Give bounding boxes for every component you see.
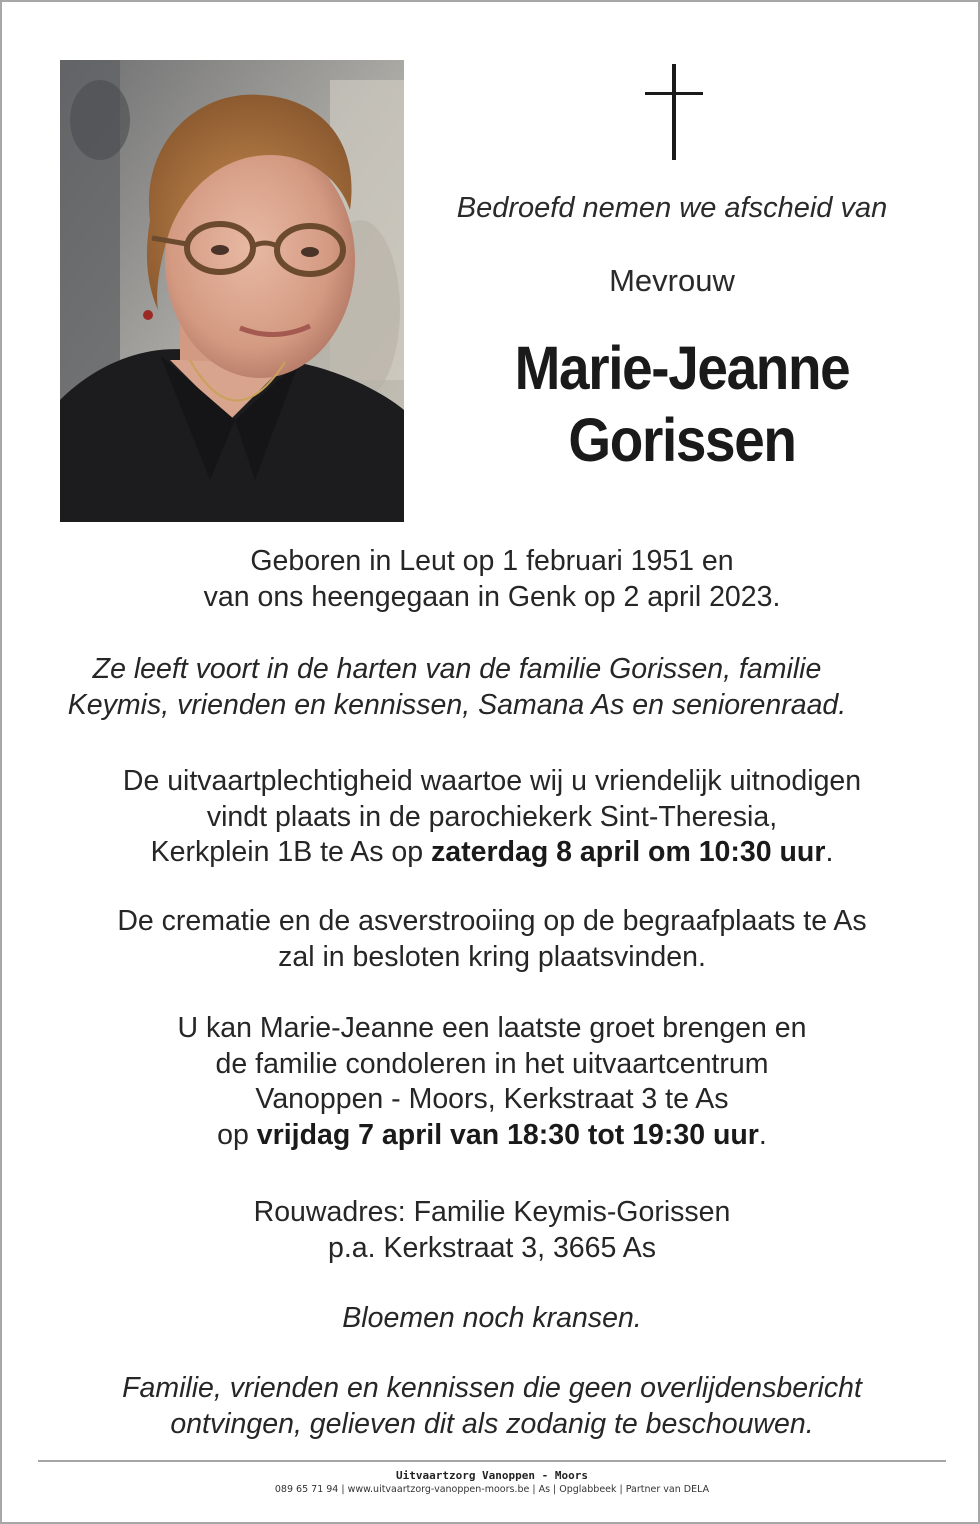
cremation-info: De crematie en de asverstrooiing op de begraafplaats te As zal in besloten kring plaatsvinden.	[117, 905, 867, 973]
intro-text: Bedroefd nemen we afscheid van	[456, 192, 888, 224]
ceremony-info: De uitvaartplechtigheid waartoe wij u vriendelijk uitnodigen vindt plaats in de parochiekerk Sint-Theresia, Kerkplein 1B te As op zaterdag 8 april om 10:30 uur.	[122, 765, 862, 868]
deceased-name	[430, 332, 934, 476]
footer-divider	[38, 1460, 946, 1462]
birth-death-info: Geboren in Leut op 1 februari 1951 en van ons heengegaan in Genk op 2 april 2023.	[203, 545, 781, 613]
ceremony-datetime: zaterdag 8 april om 10:30 uur	[431, 836, 826, 868]
visitation-info: U kan Marie-Jeanne een laatste groet brengen en de familie condoleren in het uitvaartcentrum Vanoppen - Moors, Kerkstraat 3 te As op vrijdag 7 april van 18:30 tot 19:30 uur.	[177, 1012, 807, 1151]
funeral-home-name: Uitvaartzorg Vanoppen - Moors	[395, 1469, 589, 1482]
survivors-text: Ze leeft voort in de harten van de familie Gorissen, familie Keymis, vrienden en kennissen, Samana As en seniorenraad.	[67, 653, 847, 721]
notice-text: Familie, vrienden en kennissen die geen overlijdensbericht ontvingen, gelieven dit als zodanig te beschouwen.	[122, 1372, 862, 1440]
visitation-datetime: vrijdag 7 april van 18:30 tot 19:30 uur	[256, 1118, 759, 1151]
last-name: Gorissen	[568, 406, 796, 474]
honorific: Mevrouw	[609, 263, 735, 298]
first-name: Marie-Jeanne	[514, 334, 850, 402]
portrait-photo	[60, 60, 404, 522]
flowers-note: Bloemen noch kransen.	[342, 1302, 642, 1334]
funeral-home-details: 089 65 71 94 | www.uitvaartzorg-vanoppen-moors.be | As | Opglabbeek | Partner van DELA	[274, 1484, 710, 1495]
cross-icon	[645, 64, 703, 160]
mourning-address: Rouwadres: Familie Keymis-Gorissen p.a. Kerkstraat 3, 3665 As	[253, 1196, 731, 1264]
